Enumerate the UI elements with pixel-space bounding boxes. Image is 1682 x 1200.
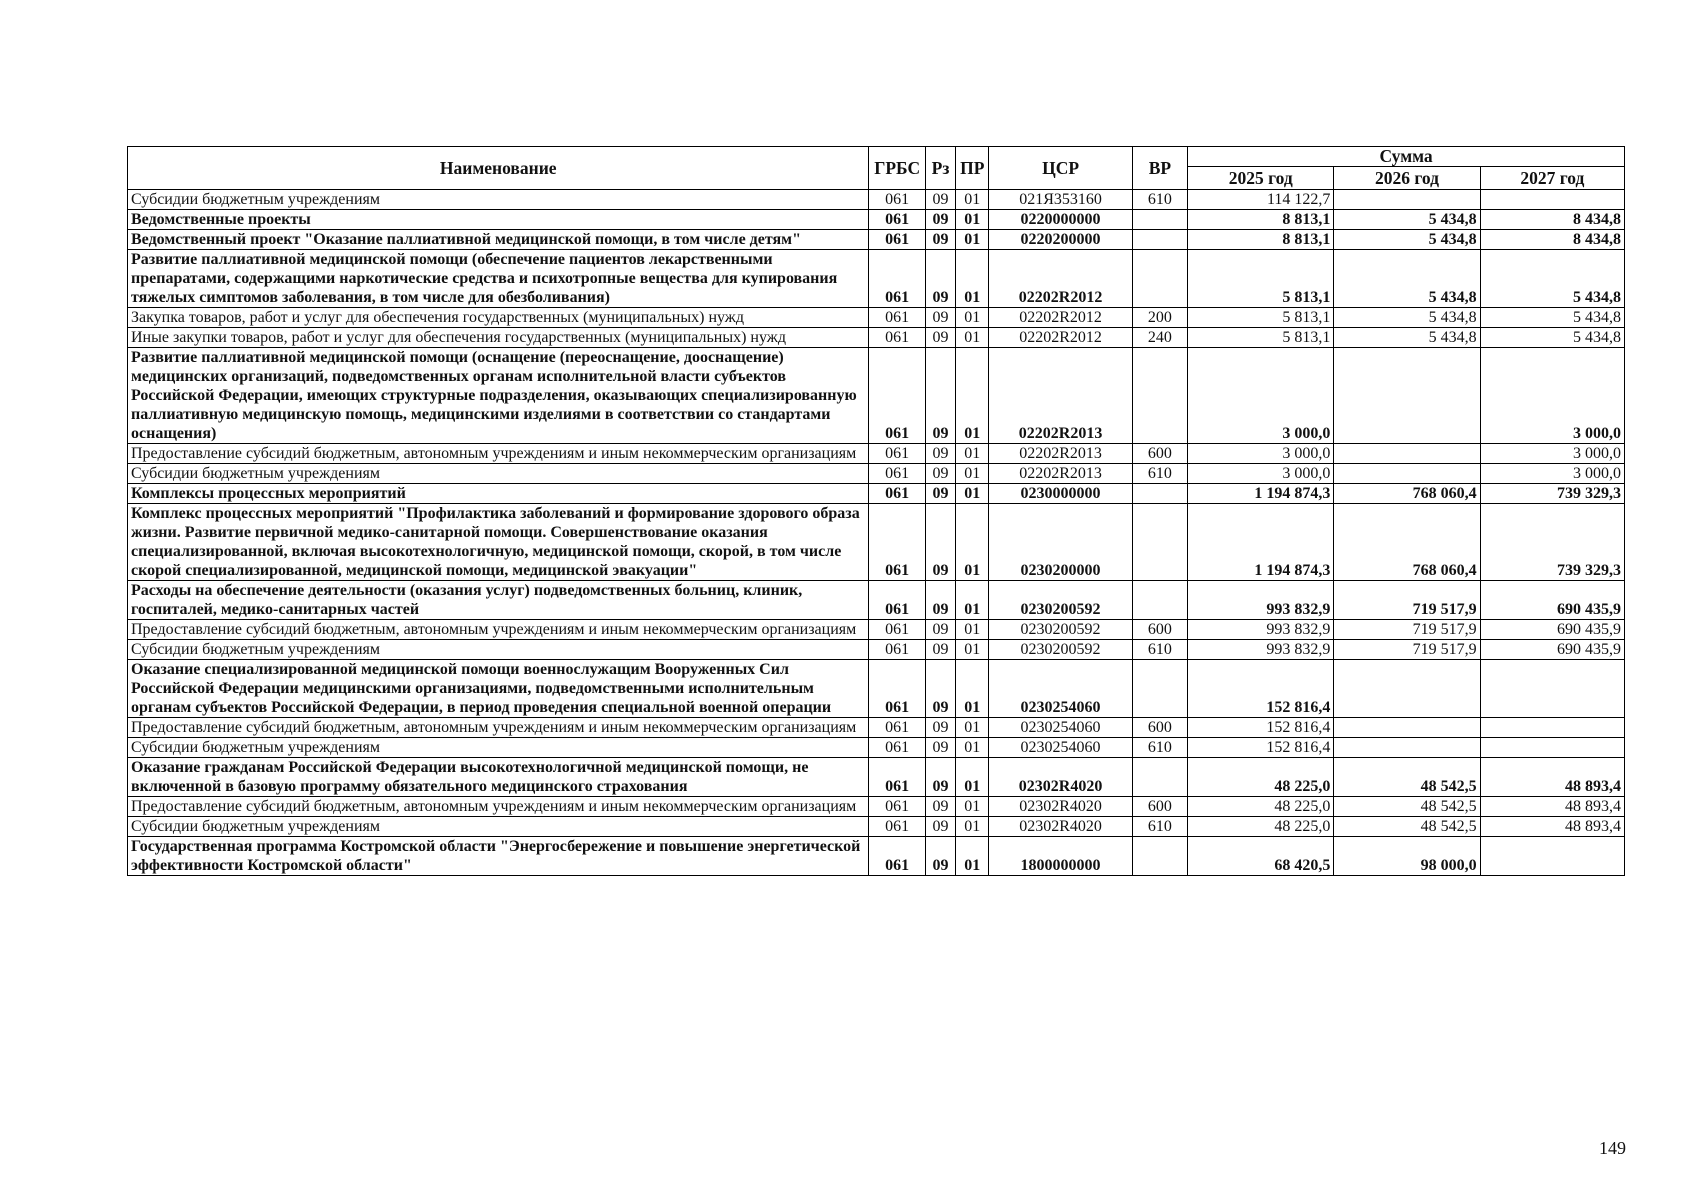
- cell-csr: 02202R2013: [989, 464, 1132, 484]
- cell-grbs: 061: [869, 328, 925, 348]
- cell-pr: 01: [956, 308, 989, 328]
- cell-sum-2027: [1480, 718, 1624, 738]
- cell-grbs: 061: [869, 640, 925, 660]
- cell-sum-2025: 3 000,0: [1188, 348, 1334, 444]
- cell-rz: 09: [925, 817, 955, 837]
- cell-sum-2027: 48 893,4: [1480, 797, 1624, 817]
- cell-csr: 0220200000: [989, 230, 1132, 250]
- cell-sum-2027: [1480, 837, 1624, 876]
- cell-pr: 01: [956, 444, 989, 464]
- cell-sum-2026: 48 542,5: [1334, 797, 1480, 817]
- cell-sum-2026: [1334, 444, 1480, 464]
- cell-name: Оказание гражданам Российской Федерации высокотехнологичной медицинской помощи, не включенной в базовую программу обязательного медицинского страхования: [128, 758, 869, 797]
- table-row: [128, 444, 1625, 464]
- cell-pr: 01: [956, 190, 989, 210]
- cell-rz: 09: [925, 230, 955, 250]
- cell-pr: 01: [956, 738, 989, 758]
- cell-grbs: 061: [869, 581, 925, 620]
- cell-vr: 610: [1132, 190, 1187, 210]
- cell-sum-2026: [1334, 464, 1480, 484]
- cell-csr: 02202R2013: [989, 444, 1132, 464]
- cell-sum-2027: [1480, 660, 1624, 718]
- cell-pr: 01: [956, 348, 989, 444]
- col-header-2026: 2026 год: [1334, 167, 1480, 190]
- cell-sum-2026: 48 542,5: [1334, 758, 1480, 797]
- cell-pr: 01: [956, 817, 989, 837]
- cell-vr: 610: [1132, 738, 1187, 758]
- cell-csr: 0220000000: [989, 210, 1132, 230]
- cell-vr: 610: [1132, 817, 1187, 837]
- table-row: [128, 620, 1625, 640]
- col-header-grbs: ГРБС: [869, 147, 925, 190]
- cell-grbs: 061: [869, 660, 925, 718]
- col-header-vr: ВР: [1132, 147, 1187, 190]
- cell-vr: [1132, 504, 1187, 581]
- cell-name: Развитие паллиативной медицинской помощи (оснащение (переоснащение, дооснащение) медицинских организаций, подведомственных органам исполнительной власти субъектов Российской Федерации, имеющих структурные подразделения, оказывающих специализированную паллиативную медицинскую помощь, медицинскими изделиями в соответствии со стандартами оснащения): [128, 348, 869, 444]
- cell-sum-2025: 152 816,4: [1188, 738, 1334, 758]
- cell-vr: 600: [1132, 620, 1187, 640]
- table-row: [128, 640, 1625, 660]
- table-row: [128, 210, 1625, 230]
- cell-sum-2027: 3 000,0: [1480, 444, 1624, 464]
- cell-sum-2026: 768 060,4: [1334, 484, 1480, 504]
- cell-sum-2026: 5 434,8: [1334, 250, 1480, 308]
- table-row: [128, 190, 1625, 210]
- col-header-sum: Сумма: [1188, 147, 1625, 167]
- cell-name: Предоставление субсидий бюджетным, автономным учреждениям и иным некоммерческим организациям: [128, 620, 869, 640]
- cell-rz: 09: [925, 620, 955, 640]
- cell-csr: 0230200000: [989, 504, 1132, 581]
- cell-sum-2025: 993 832,9: [1188, 581, 1334, 620]
- cell-sum-2025: 1 194 874,3: [1188, 504, 1334, 581]
- cell-pr: 01: [956, 484, 989, 504]
- cell-csr: 02302R4020: [989, 817, 1132, 837]
- cell-vr: [1132, 581, 1187, 620]
- cell-grbs: 061: [869, 210, 925, 230]
- cell-sum-2025: 152 816,4: [1188, 660, 1334, 718]
- cell-sum-2025: 3 000,0: [1188, 444, 1334, 464]
- cell-csr: 0230200592: [989, 620, 1132, 640]
- cell-csr: 02302R4020: [989, 758, 1132, 797]
- cell-sum-2025: 68 420,5: [1188, 837, 1334, 876]
- cell-grbs: 061: [869, 837, 925, 876]
- cell-name: Закупка товаров, работ и услуг для обеспечения государственных (муниципальных) нужд: [128, 308, 869, 328]
- cell-grbs: 061: [869, 620, 925, 640]
- cell-pr: 01: [956, 620, 989, 640]
- cell-sum-2026: 719 517,9: [1334, 640, 1480, 660]
- cell-rz: 09: [925, 250, 955, 308]
- cell-sum-2025: 48 225,0: [1188, 758, 1334, 797]
- table-header: [128, 147, 1625, 190]
- cell-sum-2026: [1334, 718, 1480, 738]
- table-row: [128, 348, 1625, 444]
- cell-sum-2026: 719 517,9: [1334, 620, 1480, 640]
- cell-name: Оказание специализированной медицинской помощи военнослужащим Вооруженных Сил Российской Федерации медицинскими организациями, подведомственными исполнительным органам субъектов Российской Федерации, в период проведения специальной военной операции: [128, 660, 869, 718]
- cell-pr: 01: [956, 640, 989, 660]
- cell-rz: 09: [925, 504, 955, 581]
- cell-rz: 09: [925, 738, 955, 758]
- table-row: [128, 817, 1625, 837]
- col-header-2027: 2027 год: [1480, 167, 1624, 190]
- cell-vr: 610: [1132, 640, 1187, 660]
- table-row: [128, 797, 1625, 817]
- cell-csr: 02202R2012: [989, 250, 1132, 308]
- cell-csr: 0230200592: [989, 640, 1132, 660]
- cell-rz: 09: [925, 718, 955, 738]
- cell-csr: 021Я353160: [989, 190, 1132, 210]
- cell-vr: [1132, 660, 1187, 718]
- cell-name: Государственная программа Костромской области "Энергосбережение и повышение энергетической эффективности Костромской области": [128, 837, 869, 876]
- cell-sum-2025: 993 832,9: [1188, 640, 1334, 660]
- cell-rz: 09: [925, 837, 955, 876]
- cell-sum-2027: 8 434,8: [1480, 210, 1624, 230]
- cell-sum-2026: 5 434,8: [1334, 210, 1480, 230]
- cell-sum-2025: 48 225,0: [1188, 817, 1334, 837]
- cell-sum-2025: 1 194 874,3: [1188, 484, 1334, 504]
- cell-rz: 09: [925, 660, 955, 718]
- cell-name: Субсидии бюджетным учреждениям: [128, 738, 869, 758]
- cell-grbs: 061: [869, 348, 925, 444]
- cell-sum-2027: 739 329,3: [1480, 484, 1624, 504]
- cell-sum-2026: [1334, 348, 1480, 444]
- cell-sum-2027: 3 000,0: [1480, 348, 1624, 444]
- cell-pr: 01: [956, 758, 989, 797]
- table-row: [128, 308, 1625, 328]
- cell-vr: 200: [1132, 308, 1187, 328]
- cell-vr: [1132, 250, 1187, 308]
- cell-grbs: 061: [869, 758, 925, 797]
- cell-name: Иные закупки товаров, работ и услуг для обеспечения государственных (муниципальных) нужд: [128, 328, 869, 348]
- table-row: [128, 718, 1625, 738]
- cell-pr: 01: [956, 328, 989, 348]
- cell-rz: 09: [925, 348, 955, 444]
- cell-sum-2026: 5 434,8: [1334, 328, 1480, 348]
- cell-pr: 01: [956, 660, 989, 718]
- cell-name: Развитие паллиативной медицинской помощи (обеспечение пациентов лекарственными препаратами, содержащими наркотические средства и психотропные вещества для купирования тяжелых симптомов заболевания, в том числе для обезболивания): [128, 250, 869, 308]
- cell-sum-2026: 5 434,8: [1334, 308, 1480, 328]
- cell-sum-2026: 768 060,4: [1334, 504, 1480, 581]
- cell-grbs: 061: [869, 738, 925, 758]
- budget-table: [127, 146, 1625, 876]
- col-header-pr: ПР: [956, 147, 989, 190]
- cell-sum-2027: 739 329,3: [1480, 504, 1624, 581]
- table-row: [128, 250, 1625, 308]
- cell-name: Расходы на обеспечение деятельности (оказания услуг) подведомственных больниц, клиник, госпиталей, медико-санитарных частей: [128, 581, 869, 620]
- cell-rz: 09: [925, 328, 955, 348]
- cell-sum-2027: 5 434,8: [1480, 308, 1624, 328]
- cell-sum-2027: [1480, 738, 1624, 758]
- cell-sum-2026: [1334, 738, 1480, 758]
- table-row: [128, 504, 1625, 581]
- cell-rz: 09: [925, 190, 955, 210]
- cell-pr: 01: [956, 797, 989, 817]
- table-row: [128, 484, 1625, 504]
- cell-name: Субсидии бюджетным учреждениям: [128, 640, 869, 660]
- cell-grbs: 061: [869, 308, 925, 328]
- cell-csr: 0230254060: [989, 738, 1132, 758]
- cell-vr: 600: [1132, 797, 1187, 817]
- cell-vr: [1132, 758, 1187, 797]
- cell-sum-2025: 152 816,4: [1188, 718, 1334, 738]
- cell-sum-2026: 5 434,8: [1334, 230, 1480, 250]
- cell-grbs: 061: [869, 718, 925, 738]
- cell-sum-2027: 3 000,0: [1480, 464, 1624, 484]
- cell-sum-2027: 48 893,4: [1480, 758, 1624, 797]
- cell-sum-2025: 114 122,7: [1188, 190, 1334, 210]
- cell-rz: 09: [925, 444, 955, 464]
- cell-name: Ведомственный проект "Оказание паллиативной медицинской помощи, в том числе детям": [128, 230, 869, 250]
- cell-grbs: 061: [869, 484, 925, 504]
- cell-rz: 09: [925, 581, 955, 620]
- col-header-2025: 2025 год: [1188, 167, 1334, 190]
- cell-sum-2026: [1334, 660, 1480, 718]
- cell-name: Субсидии бюджетным учреждениям: [128, 817, 869, 837]
- cell-vr: [1132, 484, 1187, 504]
- cell-rz: 09: [925, 308, 955, 328]
- col-header-csr: ЦСР: [989, 147, 1132, 190]
- cell-sum-2027: 5 434,8: [1480, 328, 1624, 348]
- cell-rz: 09: [925, 210, 955, 230]
- cell-csr: 0230254060: [989, 660, 1132, 718]
- cell-grbs: 061: [869, 464, 925, 484]
- cell-sum-2027: 5 434,8: [1480, 250, 1624, 308]
- cell-sum-2026: 98 000,0: [1334, 837, 1480, 876]
- cell-sum-2025: 3 000,0: [1188, 464, 1334, 484]
- cell-name: Предоставление субсидий бюджетным, автономным учреждениям и иным некоммерческим организациям: [128, 718, 869, 738]
- cell-vr: [1132, 837, 1187, 876]
- cell-sum-2025: 5 813,1: [1188, 308, 1334, 328]
- cell-rz: 09: [925, 484, 955, 504]
- page-number: 149: [1599, 1138, 1626, 1158]
- table-row: [128, 738, 1625, 758]
- cell-sum-2025: 993 832,9: [1188, 620, 1334, 640]
- cell-pr: 01: [956, 718, 989, 738]
- table-body: [128, 190, 1625, 876]
- cell-vr: [1132, 230, 1187, 250]
- cell-grbs: 061: [869, 190, 925, 210]
- cell-vr: 610: [1132, 464, 1187, 484]
- cell-sum-2026: 719 517,9: [1334, 581, 1480, 620]
- cell-grbs: 061: [869, 797, 925, 817]
- cell-rz: 09: [925, 640, 955, 660]
- cell-sum-2027: 690 435,9: [1480, 581, 1624, 620]
- cell-grbs: 061: [869, 817, 925, 837]
- cell-rz: 09: [925, 797, 955, 817]
- cell-grbs: 061: [869, 250, 925, 308]
- cell-name: Предоставление субсидий бюджетным, автономным учреждениям и иным некоммерческим организациям: [128, 444, 869, 464]
- cell-name: Предоставление субсидий бюджетным, автономным учреждениям и иным некоммерческим организациям: [128, 797, 869, 817]
- cell-pr: 01: [956, 837, 989, 876]
- cell-csr: 0230254060: [989, 718, 1132, 738]
- cell-csr: 02302R4020: [989, 797, 1132, 817]
- cell-pr: 01: [956, 581, 989, 620]
- cell-name: Ведомственные проекты: [128, 210, 869, 230]
- cell-vr: 240: [1132, 328, 1187, 348]
- cell-pr: 01: [956, 504, 989, 581]
- cell-name: Комплекс процессных мероприятий "Профилактика заболеваний и формирование здорового образа жизни. Развитие первичной медико-санитарной помощи. Совершенствование оказания специализированной, включая высокотехнологичную, медицинской помощи, скорой, в том числе скорой специализированной, медицинской помощи, медицинской эвакуации": [128, 504, 869, 581]
- cell-vr: 600: [1132, 444, 1187, 464]
- cell-sum-2025: 8 813,1: [1188, 210, 1334, 230]
- table-row: [128, 758, 1625, 797]
- cell-name: Субсидии бюджетным учреждениям: [128, 464, 869, 484]
- cell-pr: 01: [956, 230, 989, 250]
- cell-csr: 0230000000: [989, 484, 1132, 504]
- cell-csr: 02202R2012: [989, 328, 1132, 348]
- cell-sum-2026: 48 542,5: [1334, 817, 1480, 837]
- cell-grbs: 061: [869, 444, 925, 464]
- cell-vr: [1132, 210, 1187, 230]
- cell-csr: 02202R2012: [989, 308, 1132, 328]
- cell-name: Комплексы процессных мероприятий: [128, 484, 869, 504]
- col-header-rz: Рз: [925, 147, 955, 190]
- cell-grbs: 061: [869, 504, 925, 581]
- table-row: [128, 230, 1625, 250]
- cell-sum-2025: 5 813,1: [1188, 328, 1334, 348]
- cell-pr: 01: [956, 250, 989, 308]
- table-row: [128, 660, 1625, 718]
- cell-pr: 01: [956, 464, 989, 484]
- table-row: [128, 464, 1625, 484]
- cell-sum-2027: 690 435,9: [1480, 640, 1624, 660]
- cell-rz: 09: [925, 758, 955, 797]
- table-row: [128, 328, 1625, 348]
- cell-sum-2027: 690 435,9: [1480, 620, 1624, 640]
- cell-rz: 09: [925, 464, 955, 484]
- cell-csr: 0230200592: [989, 581, 1132, 620]
- cell-pr: 01: [956, 210, 989, 230]
- cell-sum-2025: 5 813,1: [1188, 250, 1334, 308]
- cell-sum-2027: 48 893,4: [1480, 817, 1624, 837]
- cell-vr: 600: [1132, 718, 1187, 738]
- cell-csr: 1800000000: [989, 837, 1132, 876]
- cell-sum-2025: 48 225,0: [1188, 797, 1334, 817]
- cell-sum-2025: 8 813,1: [1188, 230, 1334, 250]
- cell-sum-2027: [1480, 190, 1624, 210]
- cell-vr: [1132, 348, 1187, 444]
- col-header-name: Наименование: [128, 147, 869, 190]
- cell-name: Субсидии бюджетным учреждениям: [128, 190, 869, 210]
- table-row: [128, 837, 1625, 876]
- table-row: [128, 581, 1625, 620]
- cell-grbs: 061: [869, 230, 925, 250]
- cell-sum-2026: [1334, 190, 1480, 210]
- cell-csr: 02202R2013: [989, 348, 1132, 444]
- cell-sum-2027: 8 434,8: [1480, 230, 1624, 250]
